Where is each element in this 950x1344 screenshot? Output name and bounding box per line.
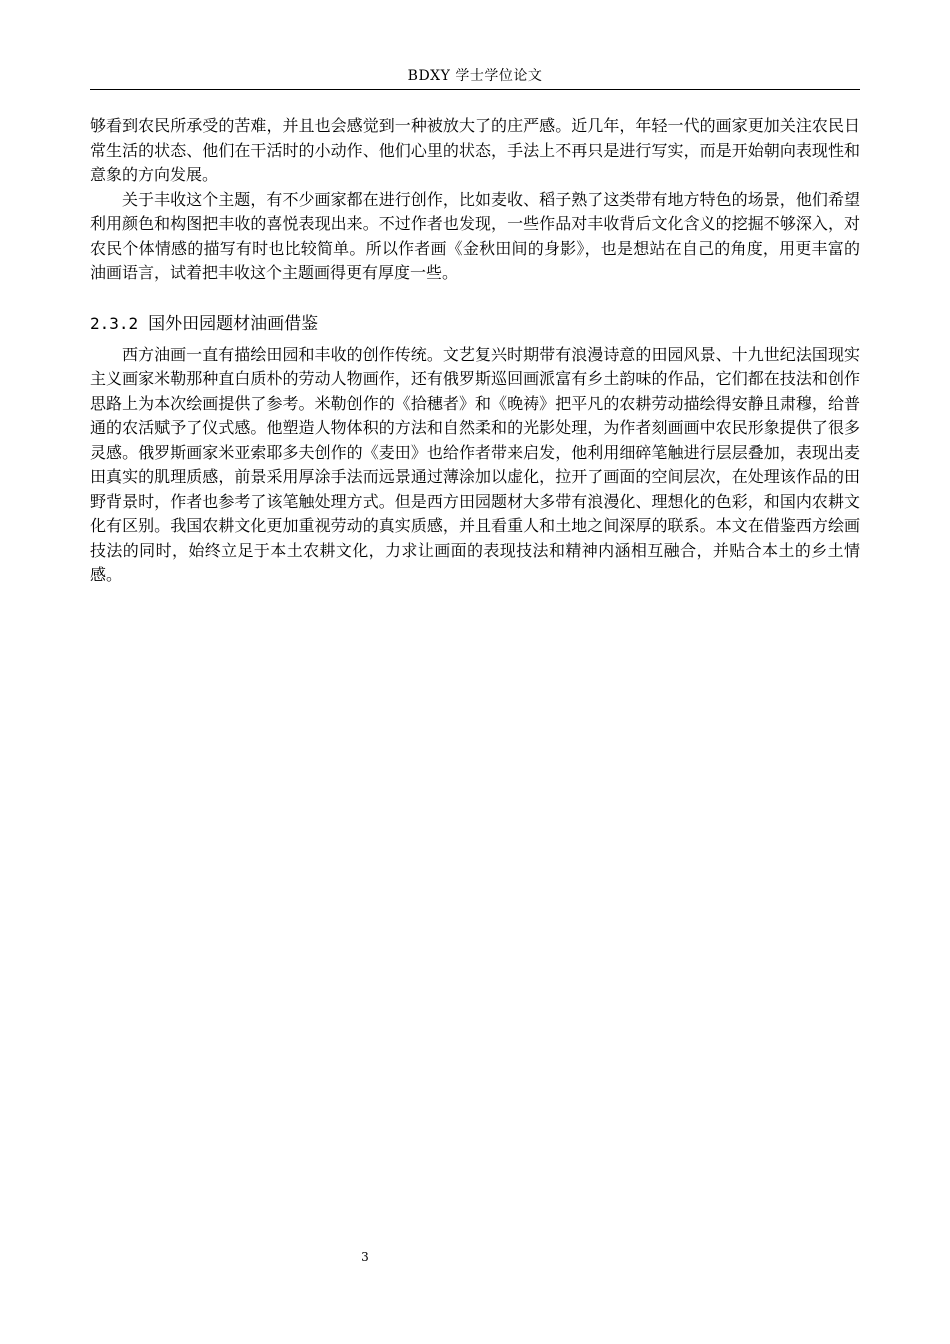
body-paragraph: 关于丰收这个主题，有不少画家都在进行创作，比如麦收、稻子熟了这类带有地方特色的场景，他们希望利用颜色和构图把丰收的喜悦表现出来。不过作者也发现，一些作品对丰收背后文化含义的挖掘不够深入，对农民个体情感的描写有时也比较简单。所以作者画《金秋田间的身影》，也是想站在自己的角度，用更丰富的油画语言，试着把丰收这个主题画得更有厚度一些。 [90,189,860,282]
body-paragraph: 西方油画一直有描绘田园和丰收的创作传统。文艺复兴时期带有浪漫诗意的田园风景、十九世纪法国现实主义画家米勒那种直白质朴的劳动人物画作，还有俄罗斯巡回画派富有乡土韵味的作品，它们都在技法和创作思路上为本次绘画提供了参考。米勒创作的《拾穗者》和《晚祷》把平凡的农耕劳动描绘得安静且肃穆，给普通的农活赋予了仪式感。他塑造人物体积的方法和自然柔和的光影处理，为作者刻画画中农民形象提供了很多灵感。俄罗斯画家米亚索耶多夫创作的《麦田》也给作者带来启发，他利用细碎笔触进行层层叠加，表现出麦田真实的肌理质感，前景采用厚涂手法而远景通过薄涂加以虚化，拉开了画面的空间层次，在处理该作品的田野背景时，作者也参考了该笔触处理方式。但是西方田园题材大多带有浪漫化、理想化的色彩，和国内农耕文化有区别。我国农耕文化更加重视劳动的真实质感，并且看重人和土地之间深厚的联系。本文在借鉴西方绘画技法的同时，始终立足于本土农耕文化，力求让画面的表现技法和精神内涵相互融合，并贴合本土的乡土情感。 [90,344,860,584]
section-title: 国外田园题材油画借鉴 [148,313,319,334]
body-paragraph: 够看到农民所承受的苦难，并且也会感觉到一种被放大了的庄严感。近几年，年轻一代的画家更加关注农民日常生活的状态、他们在干活时的小动作、他们心里的状态，手法上不再只是进行写实，而是开始朝向表现性和意象的方向发展。 [90,116,860,184]
header-rule [90,89,860,90]
running-header: BDXY 学士学位论文 [407,68,543,84]
page-number: 3 [361,1250,369,1264]
page-body [90,114,860,588]
section-heading [90,312,860,336]
section-number: 2.3.2 [90,313,139,333]
